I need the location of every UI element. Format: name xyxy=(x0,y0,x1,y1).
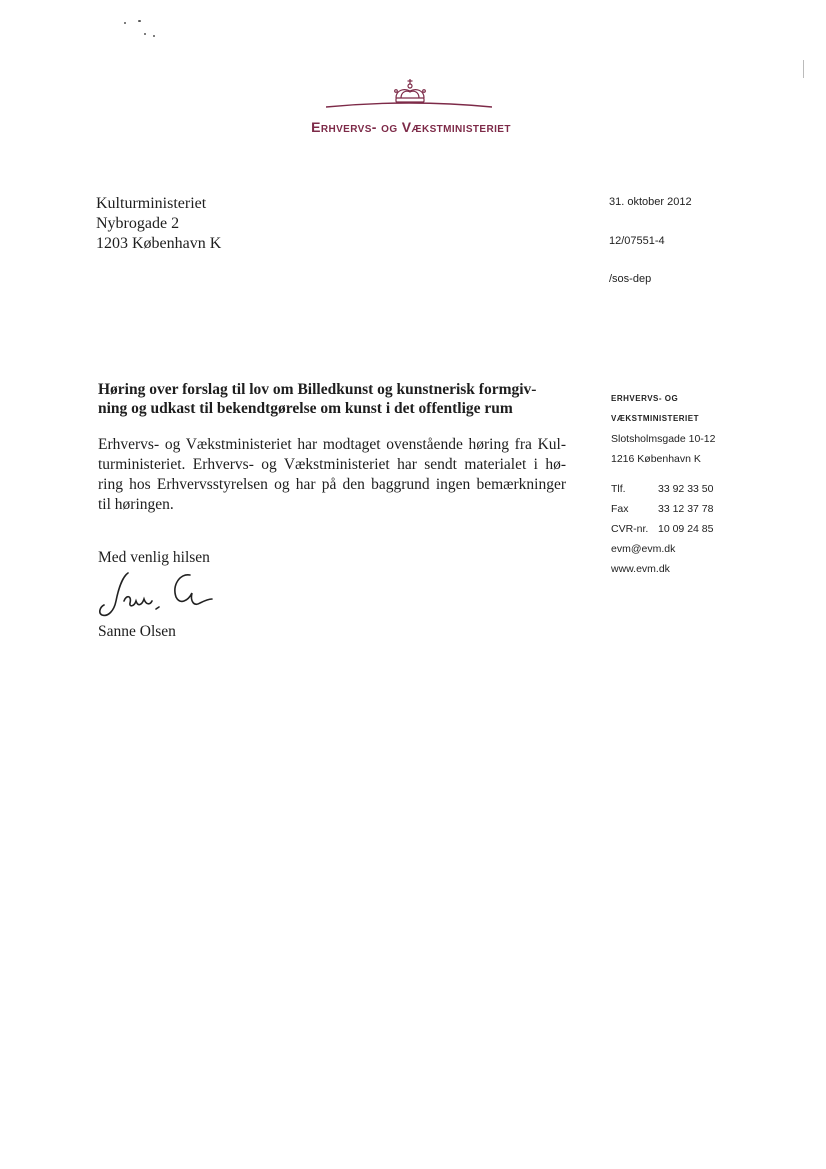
recipient-address xyxy=(96,194,221,254)
recipient-street: Nybrogade 2 xyxy=(96,215,180,232)
sender-email: evm@evm.dk xyxy=(611,543,676,555)
sender-city: 1216 København K xyxy=(611,453,701,465)
sender-cvr-row xyxy=(611,519,715,539)
phone-label: Tlf. xyxy=(611,483,626,495)
phone-number: 33 92 33 50 xyxy=(658,483,714,495)
fax-label: Fax xyxy=(611,503,629,515)
cvr-label: CVR-nr. xyxy=(611,523,649,535)
fax-number: 33 12 37 78 xyxy=(658,503,714,515)
handwritten-signature xyxy=(96,569,216,621)
sender-website: www.evm.dk xyxy=(611,563,670,575)
recipient-city: 1203 København K xyxy=(96,235,222,252)
cvr-number: 10 09 24 85 xyxy=(658,523,714,535)
sender-name: VÆKSTMINISTERIET xyxy=(611,414,700,423)
letter-date: 31. oktober 2012 xyxy=(609,196,692,208)
scan-speck xyxy=(124,22,126,24)
subject-line: ning og udkast til bekendtgørelse om kunst i det offentlige rum xyxy=(98,400,513,417)
sender-street: Slotsholmsgade 10-12 xyxy=(611,433,716,445)
subject-line: Høring over forslag til lov om Billedkunst og kunstnerisk formgiv- xyxy=(98,381,537,398)
case-reference: 12/07551-4 xyxy=(609,235,665,247)
recipient-name: Kulturministeriet xyxy=(96,195,207,212)
body-line: turministeriet. Erhvervs- og Vækstministeriet har sendt materialet i hø- xyxy=(98,456,566,473)
letter-subject xyxy=(98,380,558,418)
body-line: Erhvervs- og Vækstministeriet har modtaget ovenstående høring fra Kul- xyxy=(98,436,566,453)
letterhead-rule xyxy=(326,101,492,109)
author-initials: /sos-dep xyxy=(609,273,652,285)
scan-speck xyxy=(144,33,146,35)
body-line: til høringen. xyxy=(98,496,174,513)
ministry-name: Erhvervs- og Vækstministeriet xyxy=(311,119,511,135)
scan-edge-mark xyxy=(803,60,804,78)
letter-body xyxy=(98,435,566,515)
signer-name: Sanne Olsen xyxy=(98,623,176,640)
sender-fax-row xyxy=(611,499,715,519)
scan-speck xyxy=(138,20,141,22)
sender-block xyxy=(611,389,715,579)
body-line: ring hos Erhvervsstyrelsen og har på den baggrund ingen bemærkninger xyxy=(98,476,566,493)
sender-phone-row xyxy=(611,479,715,499)
sender-name: ERHVERVS- OG xyxy=(611,394,679,403)
closing-greeting: Med venlig hilsen xyxy=(98,549,210,566)
scan-speck xyxy=(153,35,155,37)
